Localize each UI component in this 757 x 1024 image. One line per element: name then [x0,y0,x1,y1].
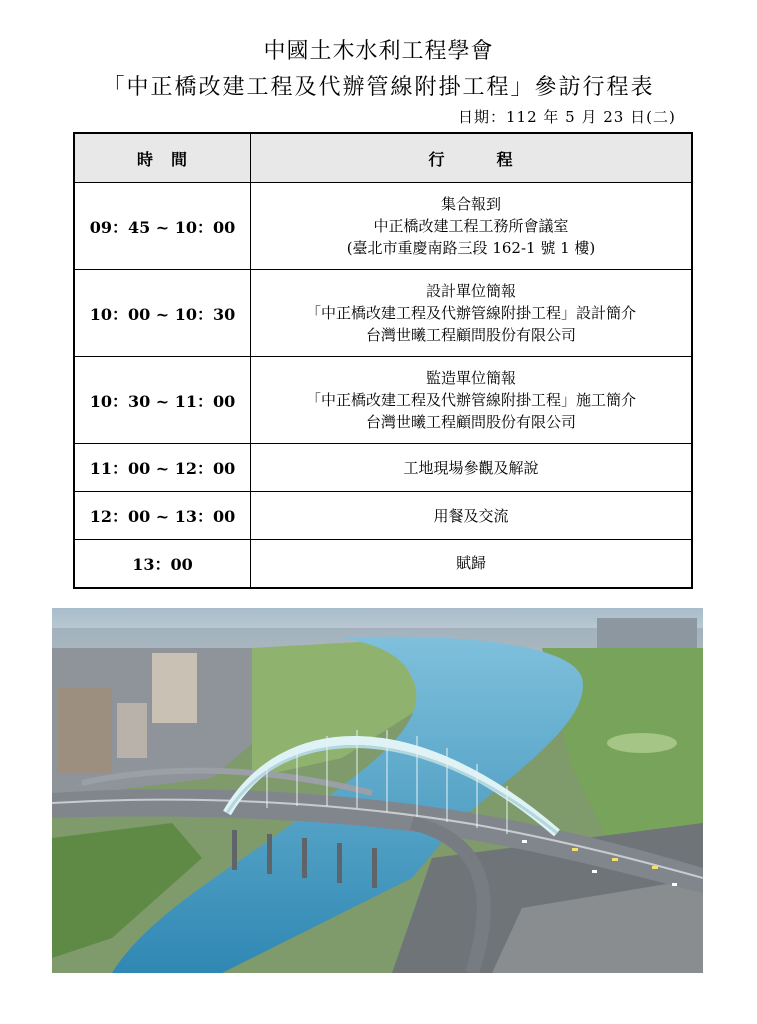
program-line: 台灣世曦工程顧問股份有限公司 [365,413,576,431]
program-line: 設計單位簡報 [425,282,516,300]
program-line: 監造單位簡報 [425,369,516,387]
program-line: 用餐及交流 [433,506,509,525]
column-header-time: 時 間 [74,133,251,183]
table-row [74,444,692,492]
organization-title: 中國土木水利工程學會 [263,39,494,64]
program-line: 賦歸 [455,554,486,573]
event-date: 日期：112 年 5 月 23 日(二) [458,108,676,126]
program-line: 工地現場參觀及解說 [403,458,539,477]
table-header-row [74,133,692,183]
program-cell [251,183,693,270]
program-cell [251,270,693,357]
program-cell [251,492,693,540]
program-line: 台灣世曦工程顧問股份有限公司 [365,326,576,344]
table-row [74,540,692,588]
table-row [74,270,692,357]
program-line: (臺北市重慶南路三段 162-1 號 1 樓) [346,239,596,257]
time-cell: 10：30 ~ 11：00 [74,357,251,444]
table-row [74,183,692,270]
column-header-program: 行 程 [251,133,693,183]
table-row [74,357,692,444]
program-line: 「中正橋改建工程及代辦管線附掛工程」設計簡介 [305,304,636,322]
time-cell: 12：00 ~ 13：00 [74,492,251,540]
program-cell [251,444,693,492]
schedule-table [73,132,693,589]
bridge-rendering-illustration [52,608,703,973]
time-cell: 13：00 [74,540,251,588]
time-cell: 11：00 ~ 12：00 [74,444,251,492]
document-title: 「中正橋改建工程及代辦管線附掛工程」參訪行程表 [102,75,655,100]
time-cell: 09：45 ~ 10：00 [74,183,251,270]
program-line: 「中正橋改建工程及代辦管線附掛工程」施工簡介 [305,391,636,409]
program-cell [251,540,693,588]
time-cell: 10：00 ~ 10：30 [74,270,251,357]
program-line: 集合報到 [440,195,501,213]
bridge-rendering-image [52,608,703,973]
program-line: 中正橋改建工程工務所會議室 [373,217,569,235]
program-cell [251,357,693,444]
table-row [74,492,692,540]
